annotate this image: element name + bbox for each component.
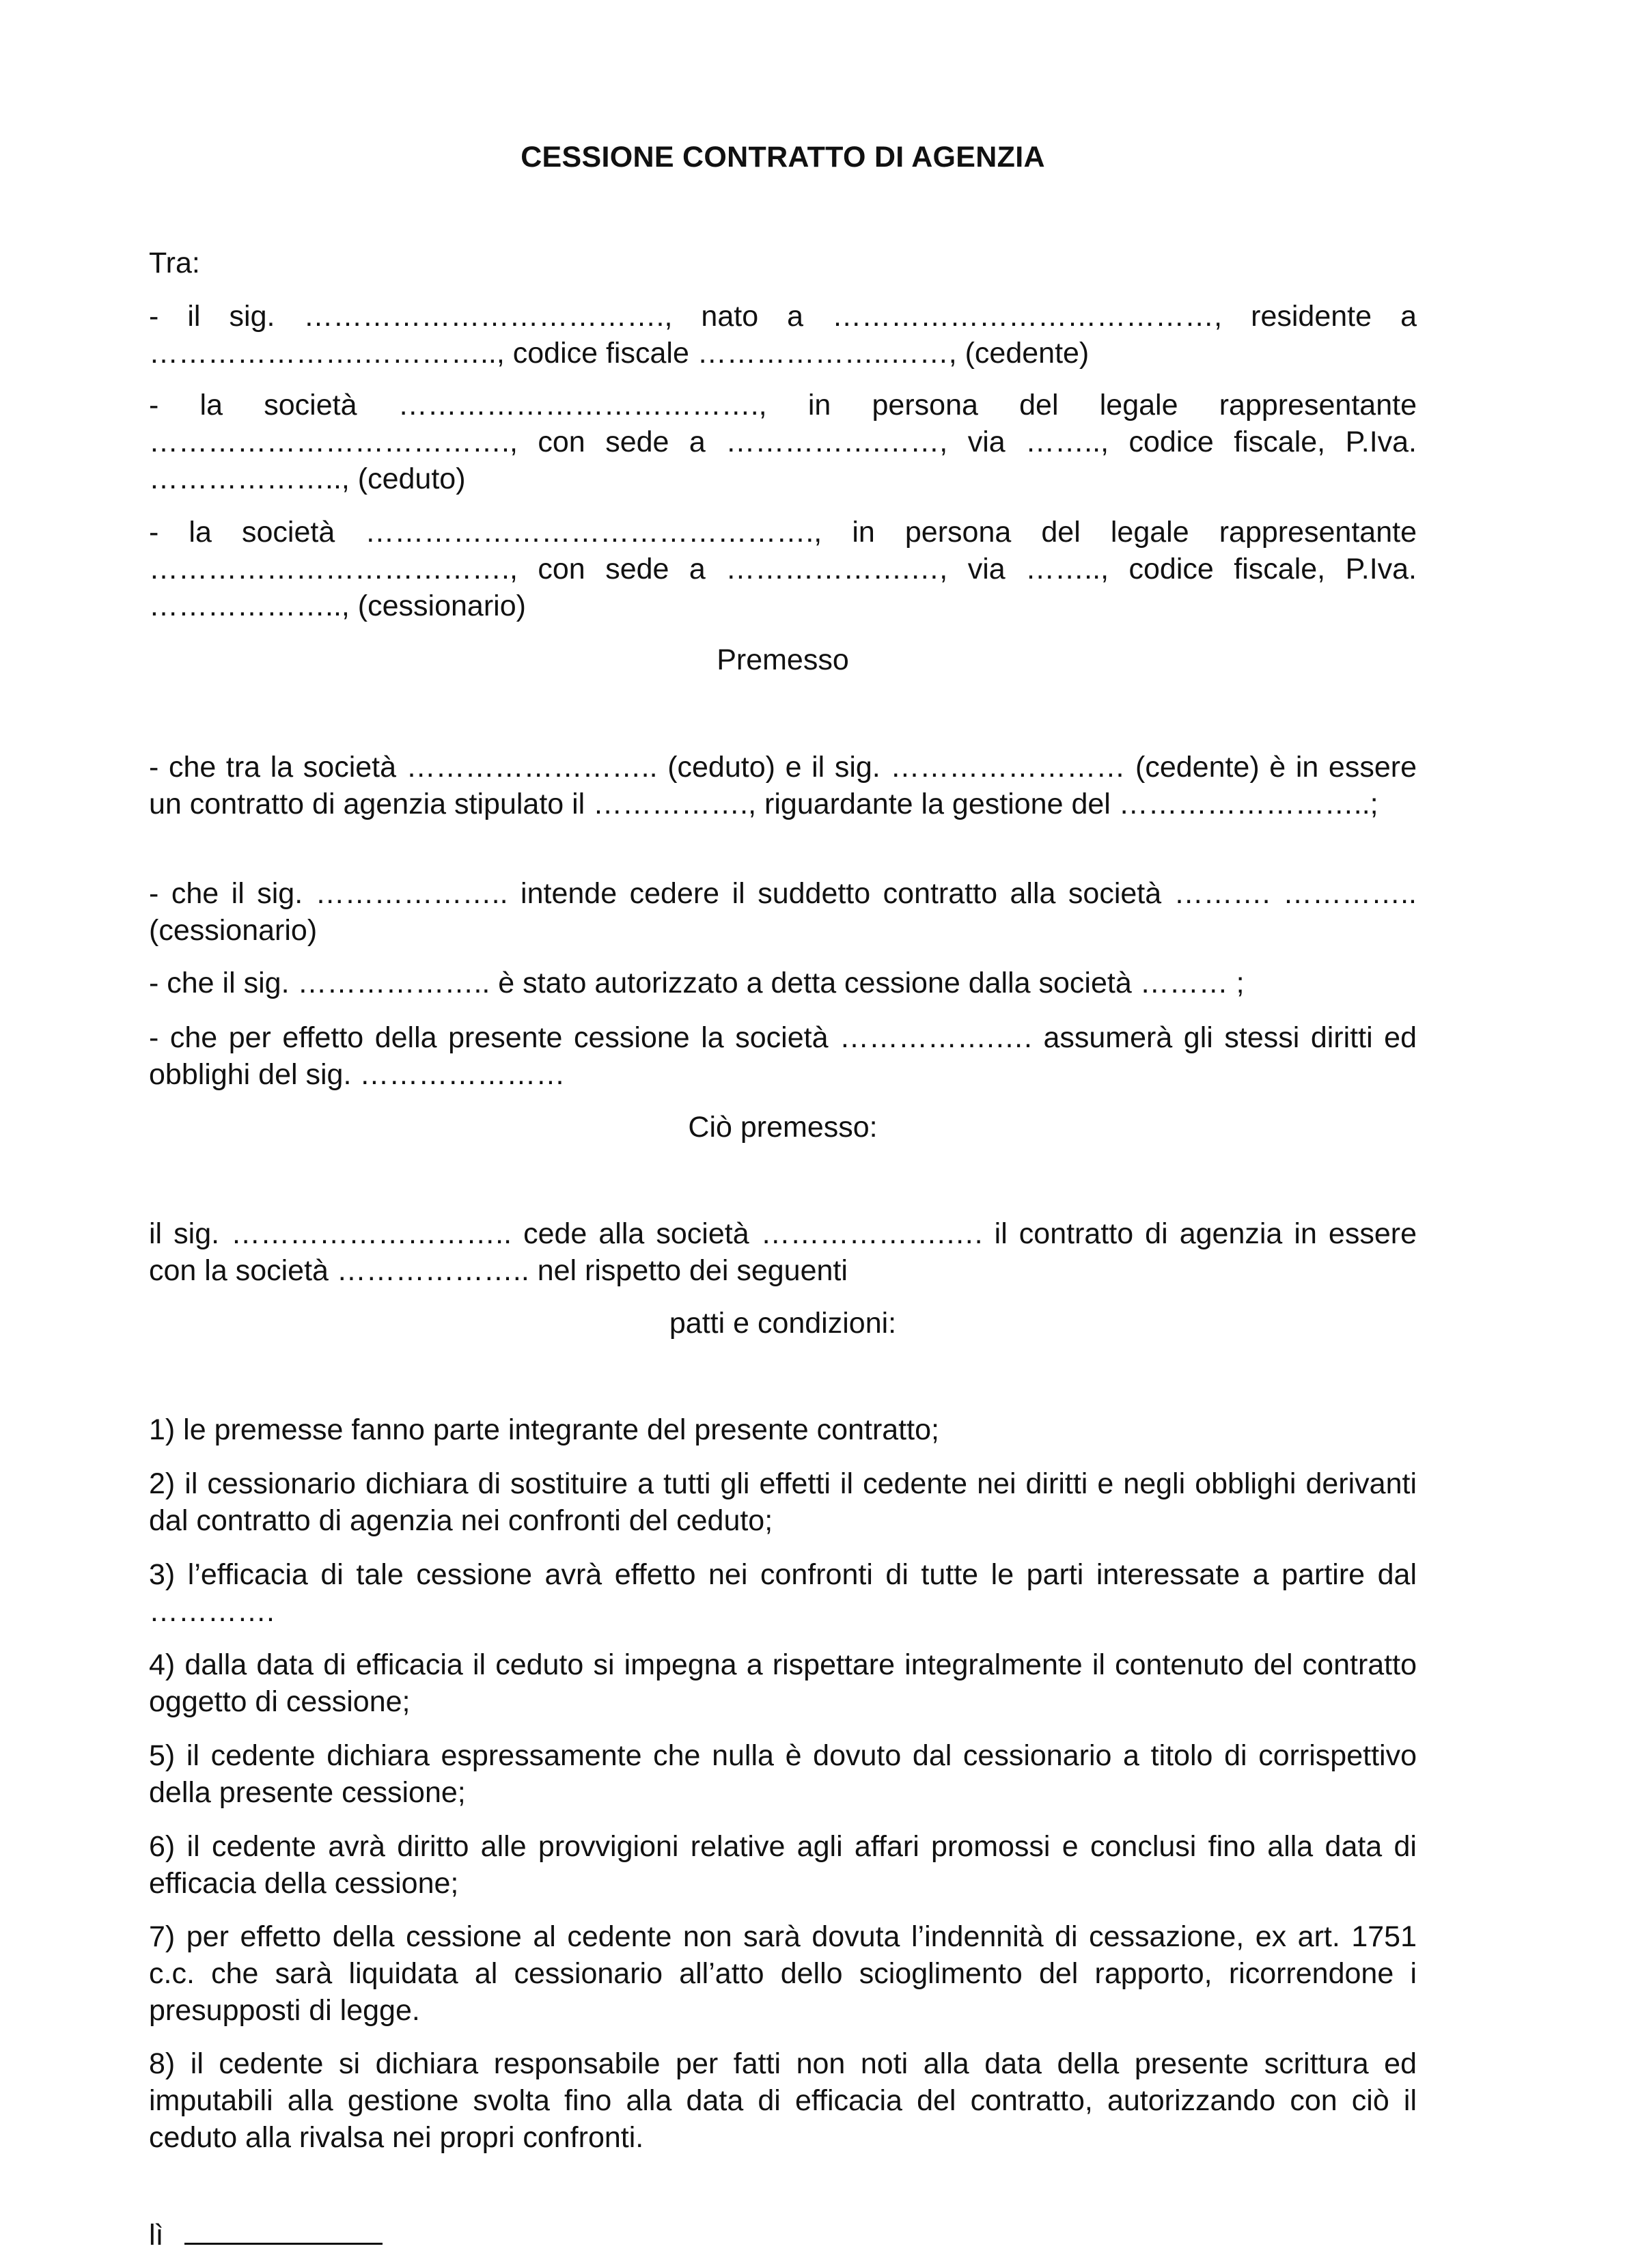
place-date-blank — [184, 2218, 383, 2245]
premesso-heading: Premesso — [717, 644, 849, 676]
clause-2: 2) il cessionario dichiara di sostituire a tutti gli effetti il cedente nei diritti e negli obblighi derivanti dal contratto di agenzia nei confronti del ceduto; — [149, 1467, 1417, 1537]
place-label: lì — [149, 2219, 164, 2252]
clause-3: 3) l’efficacia di tale cessione avrà effetto nei confronti di tutte le parti interessate a partire dal …………. — [149, 1558, 1417, 1628]
cessione-paragraph: il sig. ……………………….. cede alla società ……………….…. il contratto di agenzia in essere con la società ……………….. nel rispetto dei seguenti — [149, 1217, 1417, 1287]
party-cedente: - il sig. ………………………………., nato a …………………………………, residente a ………………….………….., codice fiscale ………………..……, (cedente) — [149, 300, 1417, 370]
clause-5: 5) il cedente dichiara espressamente che nulla è dovuto dal cessionario a titolo di corrispettivo della presente cessione; — [149, 1739, 1417, 1809]
clause-6: 6) il cedente avrà diritto alle provvigioni relative agli affari promossi e conclusi fino alla data di efficacia della cessione; — [149, 1830, 1417, 1900]
party-ceduto: - la società ………………………………., in persona del legale rappresentante ………………………………., con sede a …………….……, via …….., codice fiscale, P.Iva. ……………….., (ceduto) — [149, 389, 1417, 495]
tra-label: Tra: — [149, 247, 200, 279]
party-cessionario: - la società ………………………………………., in persona del legale rappresentante ………………………………., con sede a ……………….…, via …….., codice fiscale, P.Iva. ……………….., (cessionario) — [149, 516, 1417, 622]
premessa-2: - che il sig. ……………….. intende cedere il suddetto contratto alla società ………. ………….. (cessionario) — [149, 877, 1417, 947]
patti-heading: patti e condizioni: — [669, 1307, 897, 1340]
premessa-3: - che il sig. ……………….. è stato autorizzato a detta cessione dalla società ……… ; — [149, 967, 1245, 999]
premessa-1: - che tra la società …………………….. (ceduto) e il sig. …………………… (cedente) è in essere un contratto di agenzia stipulato il ……………., riguardante la gestione del ……………………..; — [149, 751, 1417, 820]
place-date-line — [149, 2217, 383, 2254]
cio-premesso-heading: Ciò premesso: — [688, 1111, 878, 1144]
premessa-4: - che per effetto della presente cessione la società …………….…. assumerà gli stessi diritti ed obblighi del sig. ………………… — [149, 1021, 1417, 1091]
clause-8: 8) il cedente si dichiara responsabile per fatti non noti alla data della presente scrittura ed imputabili alla gestione svolta fino alla data di efficacia del contratto, autorizzando con ciò il ceduto alla rivalsa nei propri confronti. — [149, 2047, 1417, 2154]
clause-7: 7) per effetto della cessione al cedente non sarà dovuta l’indennità di cessazione, ex art. 1751 c.c. che sarà liquidata al cessionario all’atto dello scioglimento del rapporto, ricorrendone i presupposti di legge. — [149, 1920, 1417, 2027]
document-title: CESSIONE CONTRATTO DI AGENZIA — [521, 141, 1045, 174]
clause-1: 1) le premesse fanno parte integrante del presente contratto; — [149, 1413, 939, 1446]
clause-4: 4) dalla data di efficacia il ceduto si impegna a rispettare integralmente il contenuto del contratto oggetto di cessione; — [149, 1648, 1417, 1718]
